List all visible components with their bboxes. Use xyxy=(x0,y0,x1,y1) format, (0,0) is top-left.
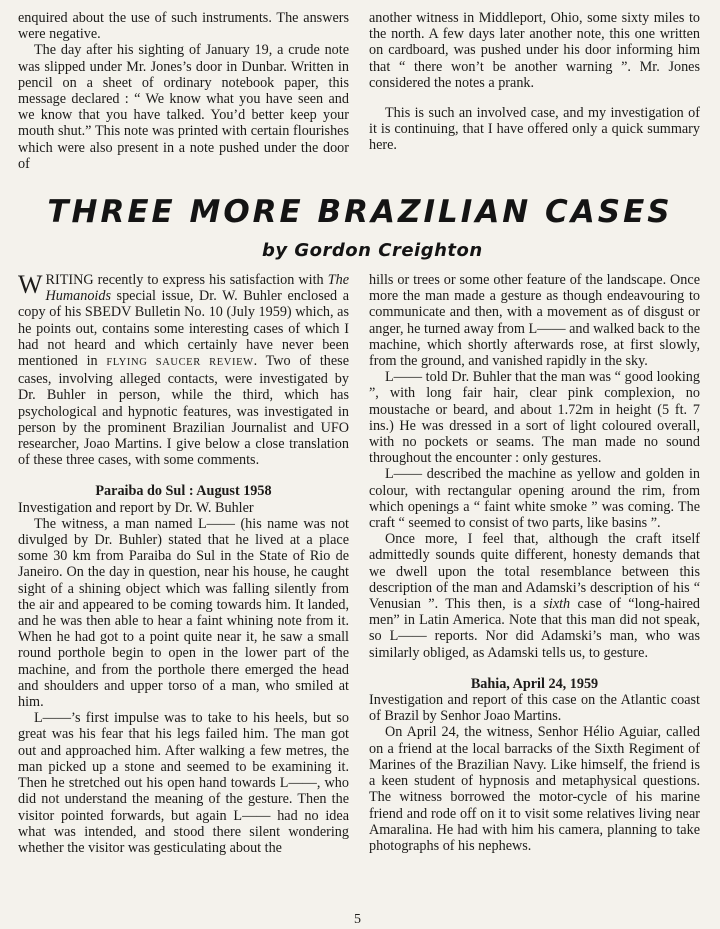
intro-text: special issue, Dr. W. Buhler enclosed a copy of his SBEDV Bulletin No. 10 (July 1959) which, as he points out, contains some interesting cases of which I had not heard and which certainly have never been mentioned in xyxy=(18,288,349,370)
case-paragraph: On April 24, the witness, Senhor Hélio Aguiar, called on a friend at the local barracks of the Sixth Regiment of Marines of the Brazilian Navy. Like himself, the friend is a keen student of hypnosis and metaphysical questions. The witness borrowed the motor-cycle of his marine friend and rode off on it to visit some relatives living near Amaralina. He had with him his camera, planning to take photographs of his nephews. xyxy=(369,724,700,854)
top-paragraph: another witness in Middleport, Ohio, some sixty miles to the north. A few days later another note, this one written on cardboard, was pushed under his door informing him that “ there won’t be another warning ”. Mr. Jones considered the notes a prank. xyxy=(369,10,700,91)
page-number: 5 xyxy=(354,912,361,927)
body-left-column xyxy=(18,272,349,856)
case-heading: Paraiba do Sul : August 1958 xyxy=(95,483,272,500)
comment-text: case of “long-haired men” in Latin America. Note that this man did not speak, so L—— reports. Nor did Adamski’s man, who was similarly obliged, as Adamski tells us, to gesture. xyxy=(369,596,700,661)
intro-paragraph xyxy=(18,272,349,468)
emphasis-word: sixth xyxy=(543,596,571,613)
case-heading: Bahia, April 24, 1959 xyxy=(470,675,599,692)
comment-paragraph xyxy=(369,531,700,661)
case-paragraph: The witness, a man named L—— (his name was not divulged by Dr. Buhler) stated that he lived at a place some 30 km from Paraiba do Sul in the State of Rio de Janeiro. On the day in question, near his house, he caught sight of a shining object which was falling silently from the air and appeared to be coming towards him. It landed, and he was then able to hear a faint whining note from it. When he had got to a point quite near it, he saw a small round porthole begin to open in the lower part of the machine, and from the porthole there emerged the head and shoulders and upper torso of a man, who smiled at him. xyxy=(18,515,349,711)
top-paragraph: enquired about the use of such instruments. The answers were negative. xyxy=(18,10,349,43)
case-paragraph: L——’s first impulse was to take to his heels, but so great was his fear that his legs failed him. The man got out and approached him. After walking a few metres, the man picked up a stone and seemed to be examining it. Then he stretched out his open hand towards L——, who did not understand the meaning of the gesture. Then the visitor pointed forwards, but again L—— had no idea what was intended, and stood there silent wondering whether the visitor was gesticulating about the xyxy=(18,710,349,856)
body-right-column xyxy=(369,272,700,854)
top-right-column xyxy=(369,10,700,154)
case-paragraph: L—— described the machine as yellow and golden in colour, with rectangular opening around the rim, from which openings a “ faint white smoke ” was coming. The craft “ seemed to consist of two parts, like basins ”. xyxy=(369,466,700,532)
article-title: THREE MORE BRAZILIAN CASES xyxy=(47,194,673,230)
top-paragraph: The day after his sighting of January 19, a crude note was slipped under Mr. Jones’s door in Dunbar. Written in pencil on a sheet of ordinary notebook paper, this message declared : “ We know what you have seen and we know that you have talked. You’d better keep your mouth shut.” This note was printed with certain flourishes which were also present in a note pushed under the door of xyxy=(18,42,349,172)
top-paragraph: This is such an involved case, and my investigation of it is continuing, that I have offered only a quick summary here. xyxy=(369,105,700,154)
top-left-column xyxy=(18,10,349,172)
case-paragraph: L—— told Dr. Buhler that the man was “ good looking ”, with long fair hair, clear pink complexion, no moustache or beard, and about 1.72m in height (5 ft. 7 ins.) He was dressed in a sort of light coloured overall, with no pockets or seams. The man made no sound throughout the encounter : only gestures. xyxy=(369,369,700,467)
magazine-name: FLYING SAUCER REVIEW xyxy=(106,357,254,369)
intro-text: RITING recently to express his satisfaction with xyxy=(45,272,328,288)
comment-text: Once more, I feel that, although the craft itself admittedly sounds quite different, honesty demands that we dwell upon the total resemblance between this description of the man and Adamski’s description of his “ Venusian ”. This then, is a xyxy=(369,531,700,613)
case-paragraph: hills or trees or some other feature of the landscape. Once more the man made a gesture as though endeavouring to communicate and then, with a movement as of disgust or anger, he turned away from L—— and walked back to the machine, which shortly afterwards rose, at first slowly, from the ground, and vanished rapidly in the sky. xyxy=(369,272,700,370)
case-credit: Investigation and report of this case on the Atlantic coast of Brazil by Senhor Joao Martins. xyxy=(369,692,700,725)
drop-cap: W xyxy=(18,270,43,299)
case-credit: Investigation and report by Dr. W. Buhler xyxy=(18,499,254,516)
intro-text: . Two of these cases, involving alleged contacts, were investigated by Dr. Buhler in person, while the third, which has psychological and hypnotic features, was investigated in person by the prominent Brazilian Journalist and UFO researcher, Joao Martins. I give below a close translation of these three cases, with some comments. xyxy=(18,353,349,469)
publication-title: The Humanoids xyxy=(45,272,349,305)
article-byline: by Gordon Creighton xyxy=(262,240,483,261)
